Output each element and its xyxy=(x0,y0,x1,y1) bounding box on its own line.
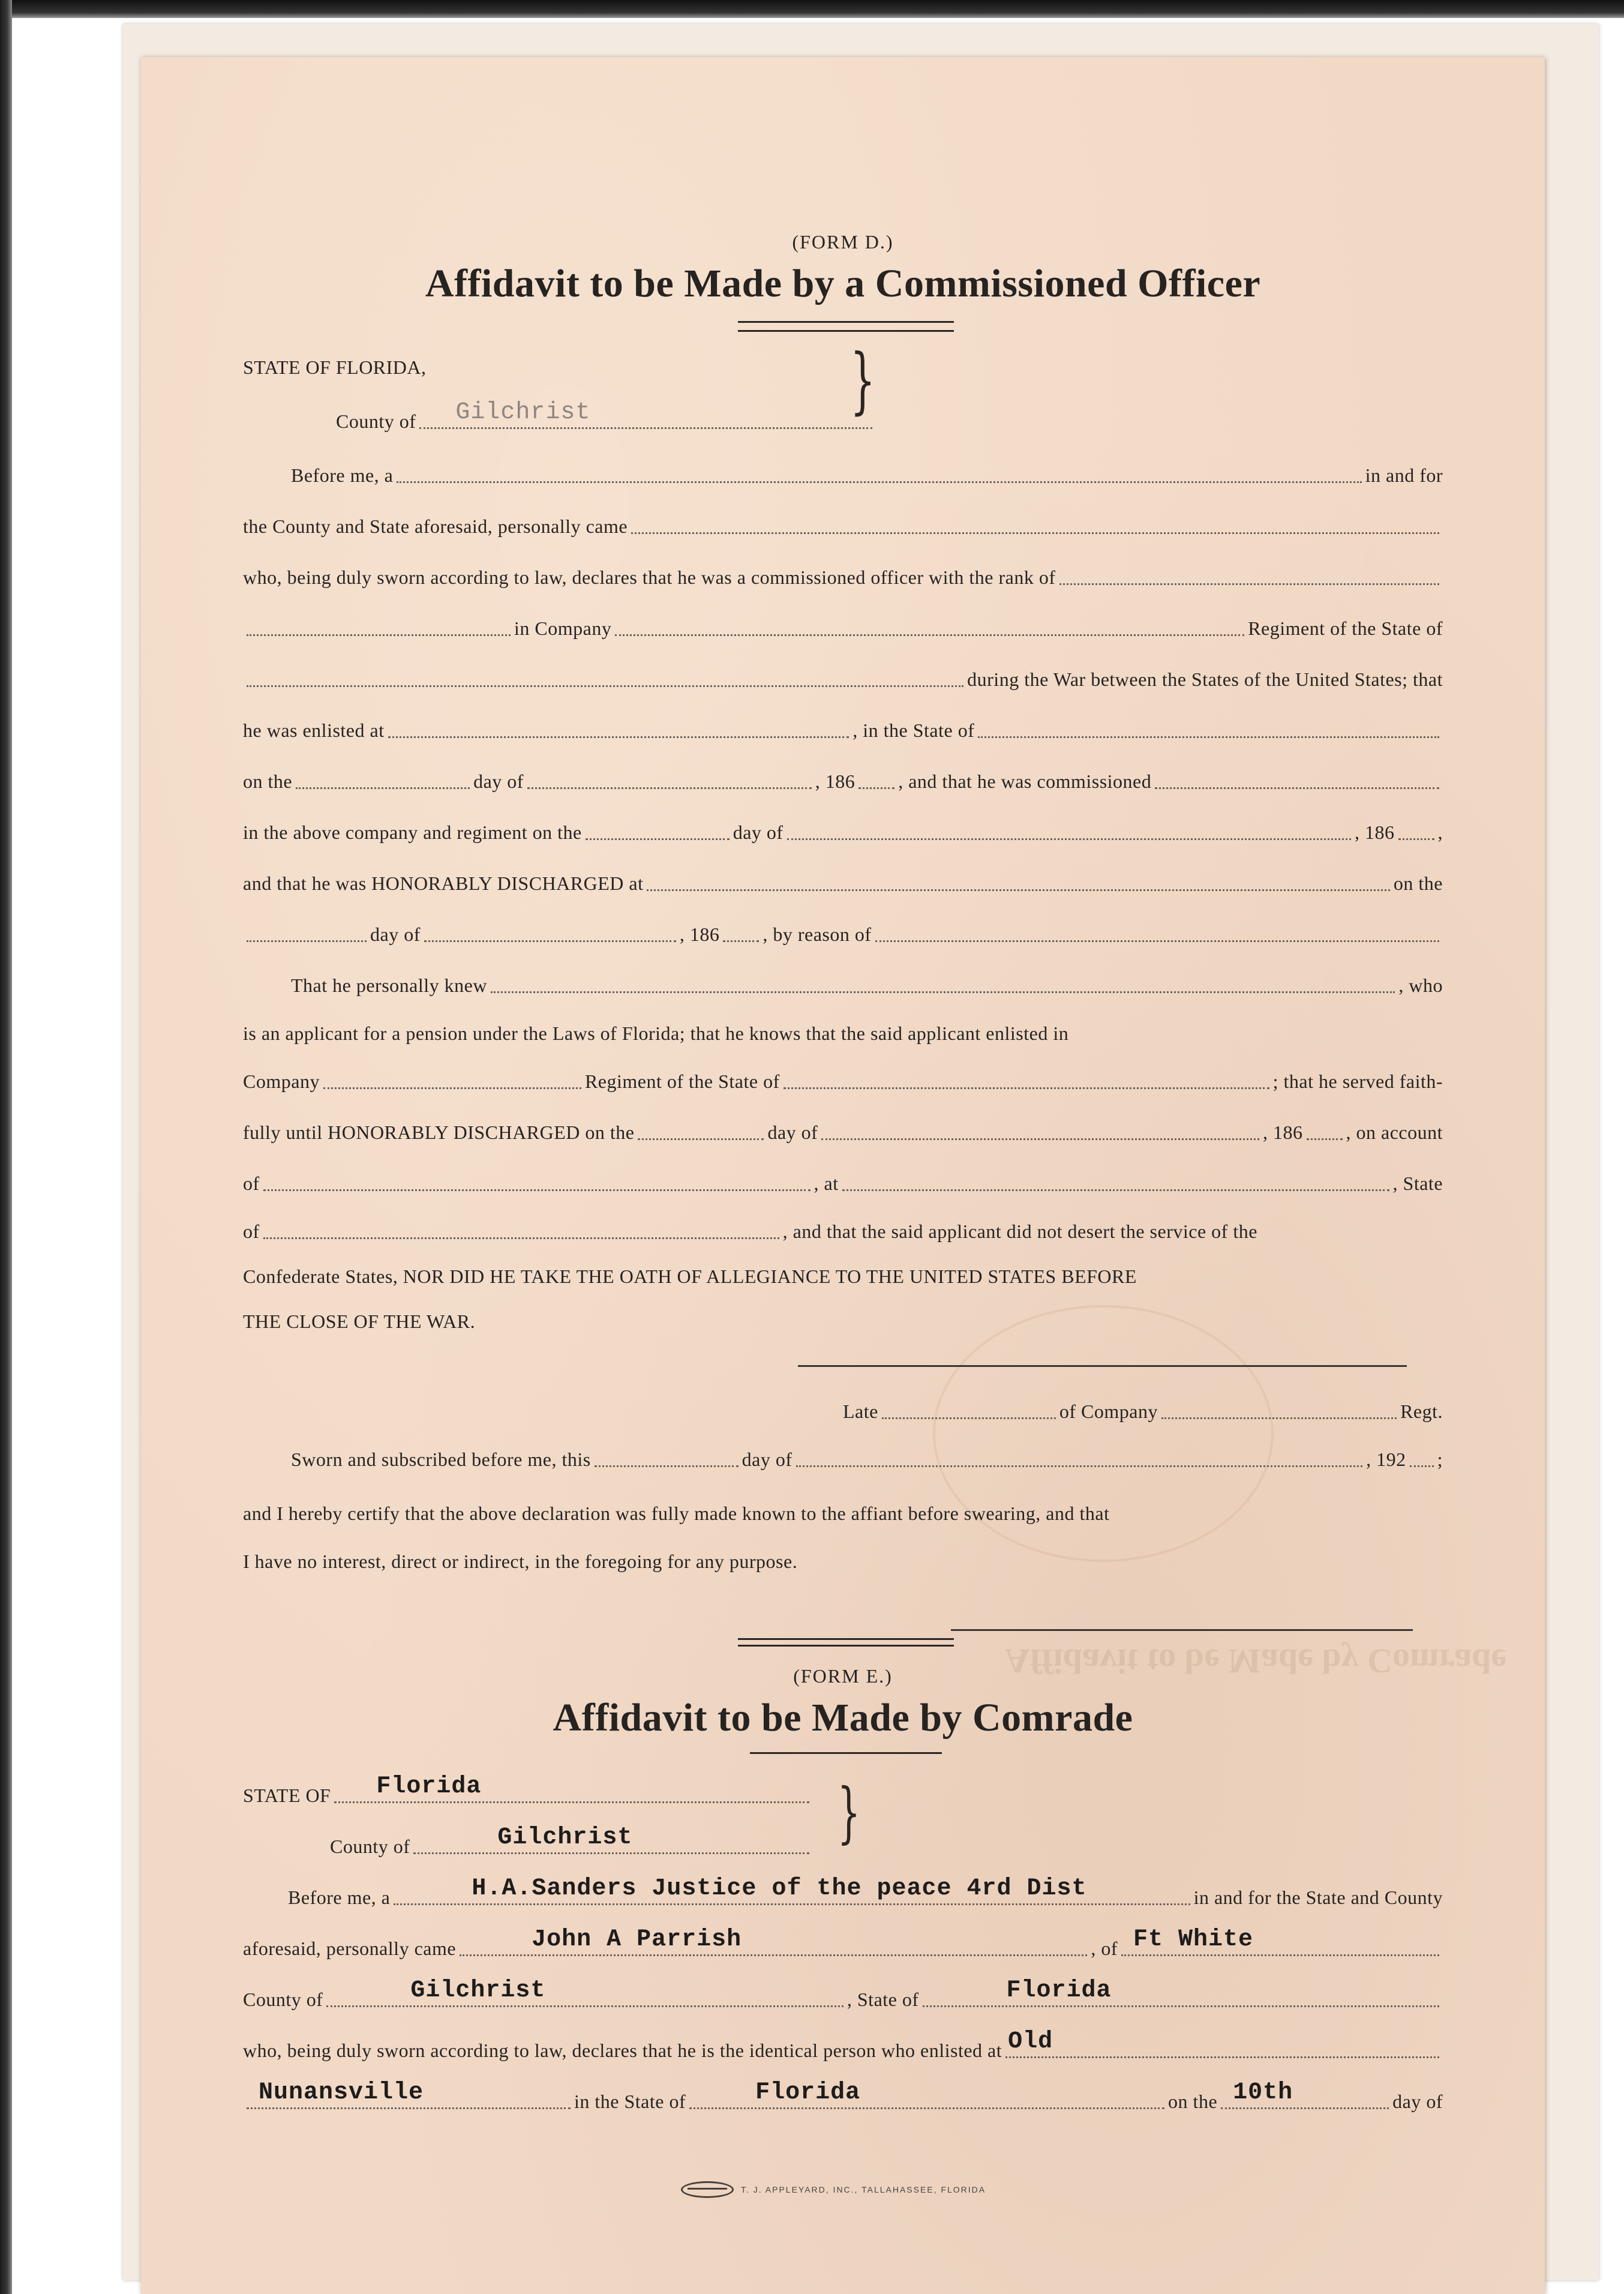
text: aforesaid, personally came xyxy=(243,1938,457,1959)
text: in Company xyxy=(514,617,612,639)
applicant-discharge-day-field[interactable] xyxy=(638,1120,764,1140)
commission-year-field[interactable] xyxy=(1398,820,1434,840)
text: day of xyxy=(742,1449,793,1470)
text: in and for xyxy=(1365,464,1443,486)
text: on the xyxy=(243,770,293,792)
text: , and that the said applicant did not desert the service of the xyxy=(782,1221,1257,1242)
text: , 186 xyxy=(815,770,855,792)
form-d-county-line xyxy=(336,399,876,435)
text: , State xyxy=(1392,1173,1443,1194)
form-d-line-16 xyxy=(243,1215,1443,1245)
text: day of xyxy=(733,821,784,843)
text: who, being duly sworn according to law, declares that he is the identical person who enlisted at xyxy=(243,2040,1002,2061)
form-d-line-6 xyxy=(243,714,1443,744)
state-county-brace: } xyxy=(850,339,876,422)
form-e-line-1 xyxy=(288,1875,1443,1911)
form-d-label: (FORM D.) xyxy=(792,231,894,253)
enlisted-day-value: 10th xyxy=(1233,2079,1293,2106)
sworn-day-field[interactable] xyxy=(595,1447,739,1467)
form-d-title-rule xyxy=(738,321,954,332)
text: , of xyxy=(1091,1938,1118,1959)
form-d-line-10 xyxy=(243,918,1443,948)
enlist-day-field[interactable] xyxy=(296,769,470,789)
text: , by reason of xyxy=(763,923,872,945)
text: , 186 xyxy=(1263,1121,1303,1143)
company-field[interactable] xyxy=(615,616,1244,636)
form-d-certify-1 xyxy=(243,1497,1443,1527)
text: Regt. xyxy=(1400,1401,1443,1422)
form-d-line-13 xyxy=(243,1065,1443,1095)
form-d-line-7 xyxy=(243,765,1443,795)
text: , in the State of xyxy=(852,719,975,741)
form-d-line-9 xyxy=(243,867,1443,897)
residence-value: Ft White xyxy=(1133,1926,1254,1953)
applicant-company-field[interactable] xyxy=(323,1069,581,1089)
text: , who xyxy=(1398,974,1443,996)
state-regiment-field[interactable] xyxy=(247,667,963,687)
text: , at xyxy=(813,1173,839,1194)
text: , and that he was commissioned xyxy=(898,770,1152,792)
text: of xyxy=(243,1221,260,1242)
text: County of xyxy=(243,1989,323,2010)
discharge-month-field[interactable] xyxy=(424,922,676,942)
text: fully until HONORABLY DISCHARGED on the xyxy=(243,1121,635,1143)
form-d-line-4 xyxy=(243,612,1443,642)
rank-field[interactable] xyxy=(1059,565,1439,585)
enlisted-state-field[interactable] xyxy=(978,718,1439,738)
text: day of xyxy=(767,1121,818,1143)
affiant-name-field[interactable] xyxy=(631,514,1439,534)
form-e-county-field[interactable] xyxy=(413,1824,809,1854)
form-e-title-rule xyxy=(750,1752,942,1754)
state-of-field[interactable] xyxy=(263,1219,779,1239)
printer-imprint xyxy=(681,2181,1041,2198)
state-value: Florida xyxy=(376,1773,482,1800)
form-e-line-5 xyxy=(243,2079,1443,2115)
county-value: Gilchrist xyxy=(497,1824,633,1851)
discharge-day-field[interactable] xyxy=(247,922,367,942)
officer-signature-line[interactable] xyxy=(798,1365,1407,1367)
applicant-name-field[interactable] xyxy=(491,973,1395,993)
enlist-year-field[interactable] xyxy=(858,769,894,789)
form-e-residence-county-field[interactable] xyxy=(326,1977,843,2007)
enlisted-place-value: Nunansville xyxy=(259,2079,424,2106)
text: , on account xyxy=(1346,1121,1443,1143)
form-d-late-line xyxy=(843,1395,1443,1425)
text: of xyxy=(243,1173,260,1194)
applicant-discharge-year-field[interactable] xyxy=(1307,1120,1343,1140)
text: , 186 xyxy=(679,923,720,945)
late-company-field[interactable] xyxy=(1161,1399,1397,1419)
text: Sworn and subscribed before me, this xyxy=(291,1449,591,1470)
form-e-residence-field[interactable] xyxy=(1121,1926,1439,1956)
text: ; that he served faith- xyxy=(1272,1070,1443,1092)
state-of-label: STATE OF xyxy=(243,1785,331,1806)
applicant-regiment-state-field[interactable] xyxy=(784,1069,1269,1089)
text: , xyxy=(1437,821,1443,843)
sworn-month-field[interactable] xyxy=(796,1447,1363,1467)
county-value: Gilchrist xyxy=(455,399,591,426)
text: is an applicant for a pension under the Laws of Florida; that he knows that the said applicant enlisted in xyxy=(243,1022,1069,1044)
county-field[interactable] xyxy=(419,399,872,429)
form-d-line-15 xyxy=(243,1167,1443,1197)
sworn-year-field[interactable] xyxy=(1410,1447,1434,1467)
form-e-label: (FORM E.) xyxy=(793,1665,893,1687)
form-e-enlisted-state-field[interactable] xyxy=(689,2079,1164,2109)
text: he was enlisted at xyxy=(243,719,385,741)
officiant-field[interactable] xyxy=(397,463,1361,483)
form-e-residence-state-field[interactable] xyxy=(923,1977,1439,2007)
enlisted-at-field[interactable] xyxy=(388,718,849,738)
text: Regiment of the State of xyxy=(584,1070,780,1092)
text: of Company xyxy=(1059,1401,1158,1422)
text: I have no interest, direct or indirect, in the foregoing for any purpose. xyxy=(243,1551,798,1572)
text: ; xyxy=(1437,1449,1443,1470)
state-of-florida-label: STATE OF FLORIDA, xyxy=(243,356,427,378)
form-d-certify-2 xyxy=(243,1545,1443,1575)
discharge-year-field[interactable] xyxy=(723,922,759,942)
affidavit-sheet xyxy=(141,57,1545,2294)
printer-text: T. J. APPLEYARD, INC., TALLAHASSEE, FLORIDA xyxy=(741,2185,986,2194)
county-of-label: County of xyxy=(336,410,416,432)
text: who, being duly sworn according to law, declares that he was a commissioned officer with the rank of xyxy=(243,566,1056,588)
text: in and for the State and County xyxy=(1193,1887,1443,1908)
bleed-through-text: Affidavit to be Made by Comrade xyxy=(1005,1642,1507,1681)
printer-logo-icon xyxy=(681,2181,734,2198)
commission-day-field[interactable] xyxy=(586,820,730,840)
form-d-line-1 xyxy=(291,459,1443,489)
form-e-line-4 xyxy=(243,2028,1443,2064)
text: THE CLOSE OF THE WAR. xyxy=(243,1311,476,1332)
text: Late xyxy=(843,1401,878,1422)
text: That he personally knew xyxy=(291,974,487,996)
text: and that he was HONORABLY DISCHARGED at xyxy=(243,872,644,894)
scanner-edge-top xyxy=(0,0,1624,18)
form-e-title: Affidavit to be Made by Comrade xyxy=(553,1696,1133,1740)
officiant-signature-line[interactable] xyxy=(951,1629,1413,1631)
text: Before me, a xyxy=(291,464,394,486)
officiant-value: H.A.Sanders Justice of the peace 4rd Dist xyxy=(472,1875,1087,1902)
text: Before me, a xyxy=(288,1887,391,1908)
form-d-line-14 xyxy=(243,1116,1443,1146)
text: day of xyxy=(473,770,524,792)
residence-county-value: Gilchrist xyxy=(410,1977,546,2004)
account-of-field[interactable] xyxy=(263,1171,811,1191)
text: Company xyxy=(243,1070,320,1092)
text: day of xyxy=(370,923,421,945)
form-d-line-8 xyxy=(243,816,1443,846)
form-e-state-line xyxy=(243,1773,813,1809)
form-d-state-line xyxy=(243,351,1443,381)
commission-month-field[interactable] xyxy=(787,820,1351,840)
residence-state-value: Florida xyxy=(1006,1977,1112,2004)
form-e-enlisted-at-field[interactable] xyxy=(1005,2028,1439,2058)
form-d-line-12 xyxy=(243,1017,1443,1047)
at-place-field[interactable] xyxy=(842,1171,1389,1191)
text: Regiment of the State of xyxy=(1248,617,1443,639)
text: and I hereby certify that the above declaration was fully made known to the affiant before swearing, and that xyxy=(243,1503,1110,1524)
commissioned-field[interactable] xyxy=(1155,769,1439,789)
form-e-brace: } xyxy=(837,1774,861,1851)
form-e-enlisted-place-field[interactable] xyxy=(247,2079,571,2109)
text: day of xyxy=(1392,2091,1443,2112)
form-e-enlisted-day-field[interactable] xyxy=(1221,2079,1389,2109)
form-d-line-18 xyxy=(243,1305,1443,1335)
discharged-at-field[interactable] xyxy=(647,871,1389,891)
rank-continued-field[interactable] xyxy=(247,616,511,636)
form-e-affiant-field[interactable] xyxy=(460,1926,1087,1956)
form-d-line-17 xyxy=(243,1260,1443,1290)
form-d-sworn-line xyxy=(291,1443,1443,1473)
form-d-title: Affidavit to be Made by a Commissioned Officer xyxy=(425,262,1261,305)
affiant-value: John A Parrish xyxy=(532,1926,742,1953)
discharge-reason-field[interactable] xyxy=(875,922,1439,942)
form-e-line-3 xyxy=(243,1977,1443,2013)
form-d-line-11 xyxy=(291,969,1443,999)
text: in the State of xyxy=(574,2091,686,2112)
form-e-top-rule xyxy=(738,1638,954,1647)
late-field[interactable] xyxy=(882,1399,1056,1419)
text: on the xyxy=(1393,872,1443,894)
form-e-county-line xyxy=(330,1824,813,1860)
enlisted-state-value: Florida xyxy=(755,2079,861,2106)
applicant-discharge-month-field[interactable] xyxy=(821,1120,1259,1140)
scanner-edge-left xyxy=(0,0,12,2294)
text: , State of xyxy=(846,1989,919,2010)
text: , 192 xyxy=(1366,1449,1406,1470)
text: on the xyxy=(1168,2091,1218,2112)
form-d-line-2 xyxy=(243,510,1443,540)
enlisted-at-value: Old xyxy=(1008,2028,1053,2055)
form-e-officiant-field[interactable] xyxy=(394,1875,1190,1905)
county-of-label: County of xyxy=(330,1836,410,1857)
text: the County and State aforesaid, personally came xyxy=(243,515,628,537)
text: Confederate States, NOR DID HE TAKE THE OATH OF ALLEGIANCE TO THE UNITED STATES BEFORE xyxy=(243,1266,1137,1287)
form-e-line-2 xyxy=(243,1926,1443,1962)
form-d-line-5 xyxy=(243,663,1443,693)
text: in the above company and regiment on the xyxy=(243,821,582,843)
form-d-line-3 xyxy=(243,561,1443,591)
text: during the War between the States of the United States; that xyxy=(967,668,1443,690)
form-e-state-field[interactable] xyxy=(334,1773,809,1803)
enlist-month-field[interactable] xyxy=(527,769,812,789)
text: , 186 xyxy=(1355,821,1395,843)
